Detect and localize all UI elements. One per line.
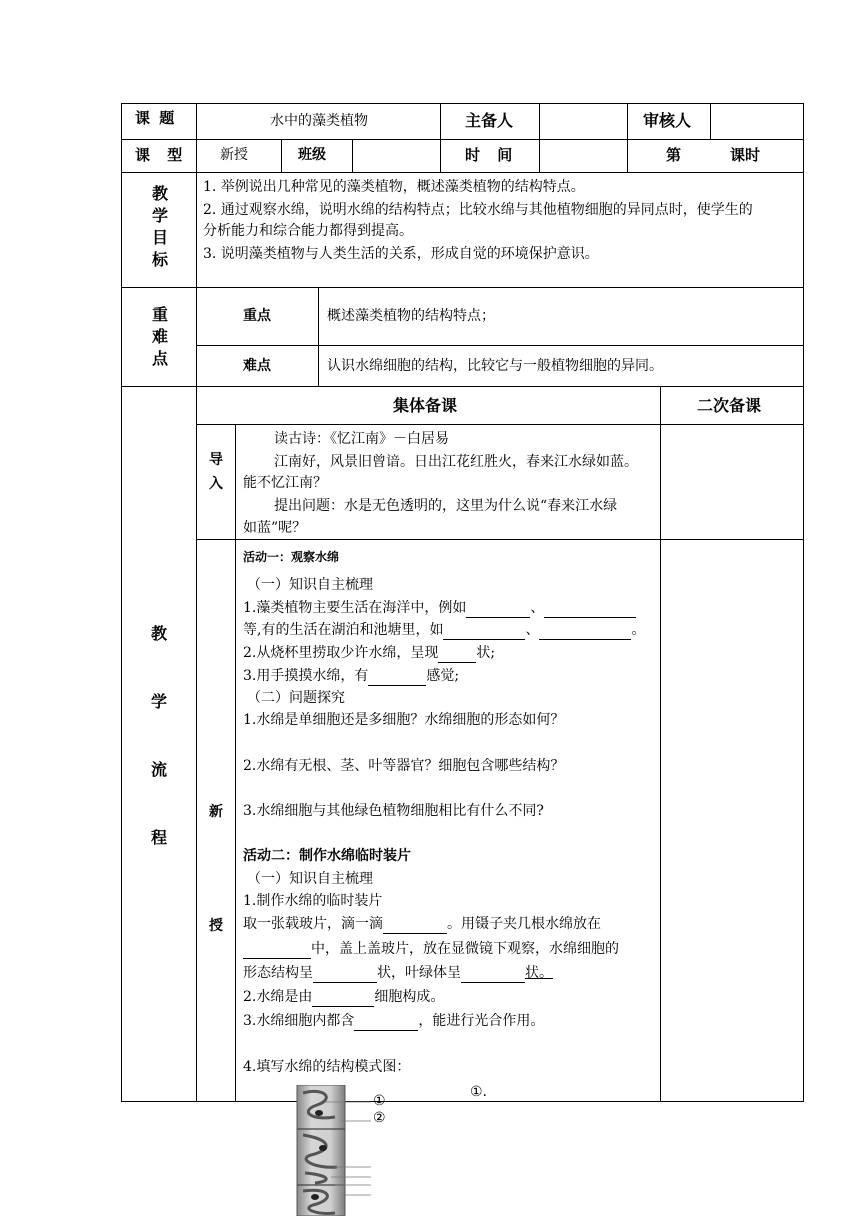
problem-3: 3.水绵细胞与其他绿色植物细胞相比有什么不同? (243, 803, 544, 819)
blank-field[interactable] (438, 648, 476, 663)
focus-label: 重点 (243, 308, 271, 324)
process-label: 教学流程 (150, 624, 167, 847)
blank-field[interactable] (313, 968, 377, 983)
preparer-label: 主备人 (465, 111, 514, 130)
objective-item: 分析能力和综合能力都得到提高。 (203, 223, 413, 239)
reviewer-label: 审核人 (643, 111, 692, 130)
intro-line: 提出问题：水是无色透明的，这里为什么说“春来江水绿 (274, 498, 618, 514)
method-1: 1.制作水绵的临时装片 (243, 893, 383, 909)
blank-field[interactable] (466, 603, 530, 618)
time-label: 时 间 (465, 146, 519, 164)
question-3: 3.用手摸摸水绵，有 感觉; (243, 668, 460, 684)
question-1a: 1.藻类植物主要生活在海洋中，例如 、 (243, 598, 636, 618)
method-4: 形态结构呈 状，叶绿体呈 状。 (243, 965, 553, 981)
difficulty-text: 认识水绵细胞的结构，比较它与一般植物细胞的异同。 (327, 358, 663, 374)
blank-field[interactable] (243, 944, 311, 959)
problem-1: 1.水绵是单细胞还是多细胞？水绵细胞的形态如何？ (243, 712, 565, 728)
objective-item: 3. 说明藻类植物与人类生活的关系，形成自觉的环境保护意识。 (203, 246, 599, 262)
section-heading: （一）知识自主梳理 (247, 871, 373, 887)
objectives-label: 教学目标 (151, 184, 168, 269)
blank-field[interactable] (354, 1016, 418, 1031)
method-6: 3.水绵细胞内都含 ，能进行光合作用。 (243, 1013, 545, 1029)
problem-2: 2.水绵有无根、茎、叶等器官？细胞包含哪些结构？ (243, 758, 565, 774)
intro-line: 读古诗：《忆江南》－白居易 (274, 431, 449, 447)
focus-text: 概述藻类植物的结构特点； (327, 308, 495, 324)
intro-line: 江南好，风景旧曾谙。日出江花红胜火，春来江水绿如蓝。 (274, 454, 638, 470)
question-1b: 等,有的生活在湖泊和池塘里，如 、 。 (243, 622, 646, 638)
objective-item: 1. 举例说出几种常见的藻类植物，概述藻类植物的结构特点。 (203, 179, 585, 195)
intro-line: 如蓝”呢？ (243, 520, 307, 536)
topic-value: 水中的藻类植物 (270, 113, 368, 129)
method-3: 中，盖上盖玻片，放在显微镜下观察，水绵细胞的 (243, 939, 619, 959)
blank-field[interactable] (461, 968, 525, 983)
spirogyra-diagram (285, 1085, 385, 1216)
class-label: 班级 (298, 147, 326, 163)
collective-prep-header: 集体备课 (393, 396, 458, 415)
blank-field[interactable] (544, 603, 636, 618)
key-points-label: 重难点 (151, 305, 168, 368)
period-prefix: 第 (666, 146, 682, 164)
blank-field[interactable] (383, 919, 447, 934)
type-label: 课 型 (135, 146, 189, 164)
answer-line-1: ①. (470, 1082, 599, 1102)
section-heading: （一）知识自主梳理 (247, 577, 373, 593)
intro-line: 能不忆江南？ (243, 475, 327, 491)
difficulty-label: 难点 (243, 358, 271, 374)
method-7: 4.填写水绵的结构模式图： (243, 1059, 411, 1075)
intro-label: 导入 (209, 452, 223, 492)
method-2: 取一张载玻片，滴一滴 。用镊子夹几根水绵放在 (243, 916, 601, 932)
blank-field[interactable] (368, 671, 426, 686)
second-prep-header: 二次备课 (697, 396, 762, 415)
blank-field[interactable] (443, 625, 525, 640)
activity2-title: 活动二：制作水绵临时装片 (243, 848, 411, 864)
method-5: 2.水绵是由 细胞构成。 (243, 989, 445, 1005)
period-suffix: 课时 (730, 146, 761, 164)
type-value: 新授 (220, 147, 248, 163)
new-teaching-label: 新授 (209, 804, 223, 934)
section-heading: （二）问题探究 (247, 690, 345, 706)
activity1-title: 活动一：观察水绵 (243, 550, 340, 564)
blank-field[interactable] (487, 1087, 599, 1102)
figure-label-2: ② (373, 1110, 386, 1126)
blank-field[interactable] (312, 992, 374, 1007)
topic-label: 课 题 (135, 109, 177, 127)
objective-item: 2. 通过观察水绵，说明水绵的结构特点；比较水绵与其他植物细胞的异同点时，使学生的 (203, 202, 753, 218)
blank-field[interactable] (539, 625, 631, 640)
figure-label-1: ① (373, 1093, 386, 1109)
question-2: 2.从烧杯里捞取少许水绵，呈现 状; (243, 645, 496, 661)
